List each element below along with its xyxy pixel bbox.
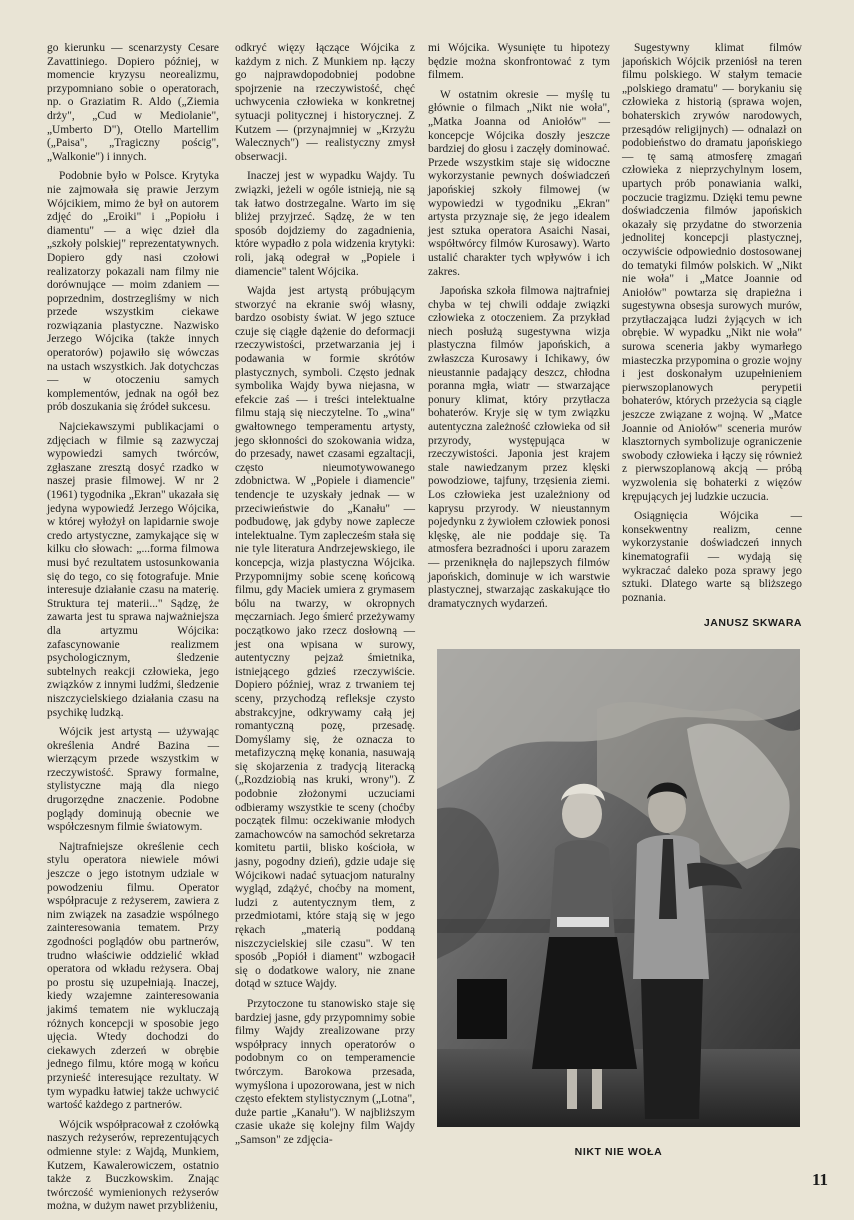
article-paragraph: Przytoczone tu stanowisko staje się bardziej jasne, gdy przypomnimy sobie filmy Wajdy zrealizowane przy współpracy innych operatorów o podobnym co on temperamencie twórczym. Barokowa przesada, wymyślona i upozorowana, jest w nich często efektem stylistycznym („Lotna", duże partie „Kanału"). W najbliższym czasie ukaże się kolejny film Wajdy „Samson" ze zdjęcia- (235, 997, 415, 1146)
page-number: 11 (812, 1170, 829, 1189)
article-paragraph: Osiągnięcia Wójcika — konsekwentny realizm, cenne wykorzystanie doświadczeń innych kinematografii — wydają się wykraczać daleko poza sprawy jego sztuki. Dlatego warte są bliższego poznania. (622, 510, 802, 604)
article-column-2 (235, 42, 415, 1154)
article-paragraph: Wójcik jest artystą — używając określenia André Bazina — wierzącym przede wszystkim w rzeczywistość. Sprawy formalne, stylistyczne mają dla niego drugorzędne znaczenie. Podobne poglądy dominują obecnie we współczesnym filmie światowym. (47, 726, 219, 834)
film-still-illustration (437, 649, 800, 1127)
article-paragraph: go kierunku — scenarzysty Cesare Zavattiniego. Dopiero później, w momencie kryzysu neorealizmu, przypomniano sobie o operatorach, np. o Graziatim R. Aldo („Ziemia drży", „Cud w Mediolanie", „Umberto D"), Otello Martellim („Paisa", „Tragiczny pościg", „Walkonie") i innych. (47, 42, 219, 163)
film-still-photo (437, 649, 800, 1127)
article-paragraph: mi Wójcika. Wysunięte tu hipotezy będzie można skonfrontować z tym filmem. (428, 42, 610, 82)
article-paragraph: Wajda jest artystą próbującym stworzyć na ekranie swój własny, bardzo osobisty świat. W jego sztuce czuje się ciągłe dążenie do deformacji rzeczywistości, przetwarzania jej i podawania w formie skrótów plastycznych, symboli. Często jednak symbolika Wajdy bywa niejasna, w efekcie zaś — i treści intelektualne filmu stają się nieczytelne. To „wina" gwałtownego temperamentu artysty, jego skłonności do szokowania widza, do przesady, nawet czasami egzaltacji, często nieumotywowanego zdobnictwa. W „Popiele i diamencie" tendencje te uzyskały jednak — w przeciwieństwie do „Kanału" — podbudowę, jak gdyby nowe zaplecze intelektualne. Tym zaplecześm stała się nie tyle literatura Andrzejewskiego, ile koncepcja, wizja plastyczna Wójcika. Przypomnijmy sobie scenę końcową filmu, gdy Maciek umiera z grymasem bólu na twarzy, w okropnych męczarniach. Jego śmierć przeżywamy początkowo jako rzecz dosłowną — jest ona wpisana w surowy, autentyczny pejzaż śmietnika, istniejącego gdzieś rzeczywiście. Dopiero później, wraz z trwaniem tej sceny, przychodzą refleksje czysto abstrakcyjne, odkrywamy całą jej romantyczną pozę, przesadę. Domyślamy się, że oznacza to metafizyczną mękę konania, nasuwają się skojarzenia z tradycją literacką („Rozdziobią nas kruki, wrony"). Z podobnie złożonymi uczuciami odbieramy wszystkie te sceny (choćby początek filmu: oczekiwanie młodych zamachowców na samochód sekretarza komitetu partii, blisko kościoła, w jasny, pogodny dzień), gdzie udaje się Wójcikowi nadać sytuacjom naturalny wygląd, zdążyć, choćby na moment, ludzi z autentycznym tłem, z przedmiotami, które stają się w jego rękach „materią poddaną niszczycielskiej sile czasu". W ten sposób „Popiół i diament" wzbogacił się o dodatkowe walory, nie znane dotąd w sztuce Wajdy. (235, 285, 415, 991)
article-paragraph: Najciekawszymi publikacjami o zdjęciach w filmie są zazwyczaj wypowiedzi samych twórców, zgłaszane zresztą dosyć rzadko w naszej prasie filmowej. W nr 2 (1961) tygodnika „Ekran" ukazała się jedyna wypowiedź Jerzego Wójcika, w której wyłożył on lapidarnie swoje credo artystyczne, zamykające się w kilku cło słowach: „...forma filmowa musi być rezultatem ustosunkowania się do tego, co się fotografuje. Mnie interesuje działanie czasu na materię. Struktura tej materii..." Sądzę, że zawarta jest tu sprawa najważniejsza dla artyzmu Wójcika: zafascynowanie realizmem psychologicznym, śledzenie subtelnych reakcji człowieka, jego związków z innymi ludźmi, śledzenie niszczycielskiego działania czasu na psychikę ludzką. (47, 421, 219, 719)
photo-caption: NIKT NIE WOŁA (574, 1146, 663, 1158)
article-paragraph: Japońska szkoła filmowa najtrafniej chyba w tej chwili oddaje związki człowieka z otoczeniem. Za przykład niech posłużą sugestywna wizja plastyczna filmów japońskich, a zwłaszcza Kurosawy i Ichikawy, ów nieustannie padający deszcz, chłodna poranna mgła, wiatr — stwarzające ponury klimat, który przytłacza bohaterów. Kryje się w tym związku autentyczna zależność człowieka od sił przyrody, występująca w rzeczywistości. Japonia jest krajem stale nawiedzanym przez klęski powodziowe, tajfuny, trzęsienia ziemi. Los człowieka jest uzależniony od kaprysu przyrody. W nieustannym pojedynku z żywiołem człowiek ponosi klęskę, ale nie poddaje się. Ta atmosfera bezradności i uporu zarazem — przeniknęła do najlepszych filmów japońskich, dominuje w ich warstwie plastycznej, stwarzając zaskakujące tło dramatycznych wydarzeń. (428, 285, 610, 610)
article-column-1 (47, 42, 219, 1220)
article-column-4 (622, 42, 802, 631)
article-paragraph: odkryć więzy łączące Wójcika z każdym z nich. Z Munkiem np. łączy go najprawdopodobniej podobne spojrzenie na rzeczywistość, chęć uchwycenia człowieka w konkretnej sytuacji politycznej i historycznej. Z Kutzem — (przynajmniej w „Krzyżu Walecznych") — realistyczny zmysł obserwacji. (235, 42, 415, 163)
article-column-4-body (622, 42, 802, 605)
article-paragraph: W ostatnim okresie — myślę tu głównie o filmach „Nikt nie woła", „Matka Joanna od Aniołów" — koncepcje Wójcika doszły jeszcze bardziej do głosu i zaczęły dominować. Przede wszystkim staje się widoczne wykorzystanie pewnych doświadczeń japońskiej szkoły filmowej (w wypowiedzi w tygodniku „Ekran" artysta przyznaje się, że jego idealem jest sztuka operatora Asaichi Nasai, współtwórcy filmów Kurosawy). Warto ustalić charakter tych wpływów i ich zakres. (428, 88, 610, 278)
article-paragraph: Inaczej jest w wypadku Wajdy. Tu związki, jeżeli w ogóle istnieją, nie są tak łatwo dostrzegalne. Warto im się bliżej przyjrzeć. Sądzę, że w ten sposób dojdziemy do zagadnienia, które wypadło z pola widzenia krytyki: roli, jaką odegrał w „Popiele i diamencie" talent Wójcika. (235, 170, 415, 278)
author-signature: JANUSZ SKWARA (703, 617, 802, 630)
article-paragraph: Podobnie było w Polsce. Krytyka nie zajmowała się prawie Jerzym Wójcikiem, mimo że był on autorem zdjęć do „Eroiki" i „Popiołu i diamentu" — a więc dzieł dla „szkoły polskiej" reprezentatywnych. Dopiero gdy nasi czołowi realizatorzy pokazali nam filmy nie dorównujące — moim zdaniem — poprzednim, dostrzegliśmy w nich przede wszystkim ciekawe rozwiązania plastyczne. Nazwisko Jerzego Wójcika (także innych operatorów) pojawiło się wówczas na ustach wszystkich. Jak dotychczas — w otoczeniu samych komplementów, jednak na ogół bez prób doszukania się źródeł sukcesu. (47, 170, 219, 414)
article-paragraph: Wójcik współpracował z czołówką naszych reżyserów, reprezentujących odmienne style: z Wajdą, Munkiem, Kutzem, Kawalerowiczem, ostatnio także z Buczkowskim. Znając twórczość wymienionych reżyserów można, w dużym nawet przybliżeniu, (47, 1118, 219, 1213)
article-paragraph: Najtrafniejsze określenie cech stylu operatora niewiele mówi jeszcze o jego istotnym udziale w powodzeniu filmu. Operator współpracuje z reżyserem, zawiera z nim związek na zasadzie wspólnego zainteresowania tematem. Przy zgodności poglądów obu partnerów, trudno właściwie oddzielić wkład operatora od wkładu reżysera. Obaj po prostu się uzupełniają. Inaczej, kiedy wzajemne zainteresowania jakimś tematem nie wykluczają różnych koncepcji w sposobie jego ujęcia. Wtedy dochodzi do ciekawych zderzeń w obrębie jednego filmu, które mogą w końcu przynieść interesujące rezultaty. W tym wypadku łatwiej także uchwycić wartość każdego z partnerów. (47, 840, 219, 1112)
article-paragraph: Sugestywny klimat filmów japońskich Wójcik przeniósł na teren filmu polskiego. W stałym temacie „polskiego dramatu" — borykaniu się człowieka z historią (sprawa wojen, bohaterskich zrywów narodowych, przesądów religijnych) — odnalazł on podobieństwo do dramatu japońskiego — tę samą atmosferę zmagań człowieka z nieprzychylnym losem, upartych prób ponawiania walki, poczucie tragizmu. Dzięki temu pewne doświadczenia filmów japońskich okazały się przydatne do stworzenia jednolitej koncepcji plastycznej, oczywiście odpowiednio dostosowanej do tematyki filmów polskich. W „Nikt nie woła" i „Matce Joannie od Aniołów" powtarza się drapieżna i sugestywna obsesja surowych murów, przytłaczająca ludzi żyjących w ich obrębie. W wypadku „Nikt nie woła" surowa sceneria jakby wymarłego miasteczka przypomina o grozie wojny i jest doskonałym uzupełnieniem pierwszoplanowych perypetii bohaterów, których przeżycia są ciągle jeszcze związane z wojną. W „Matce Joannie od Aniołów" sceneria murów klasztornych symbolizuje ograniczenie swobody człowieka i łączy się również z pierwszoplanową akcją — próbą wyzwolenia się bohaterki z więzów krępujących jej ludzkie uczucia. (622, 42, 802, 503)
article-column-3 (428, 42, 610, 617)
